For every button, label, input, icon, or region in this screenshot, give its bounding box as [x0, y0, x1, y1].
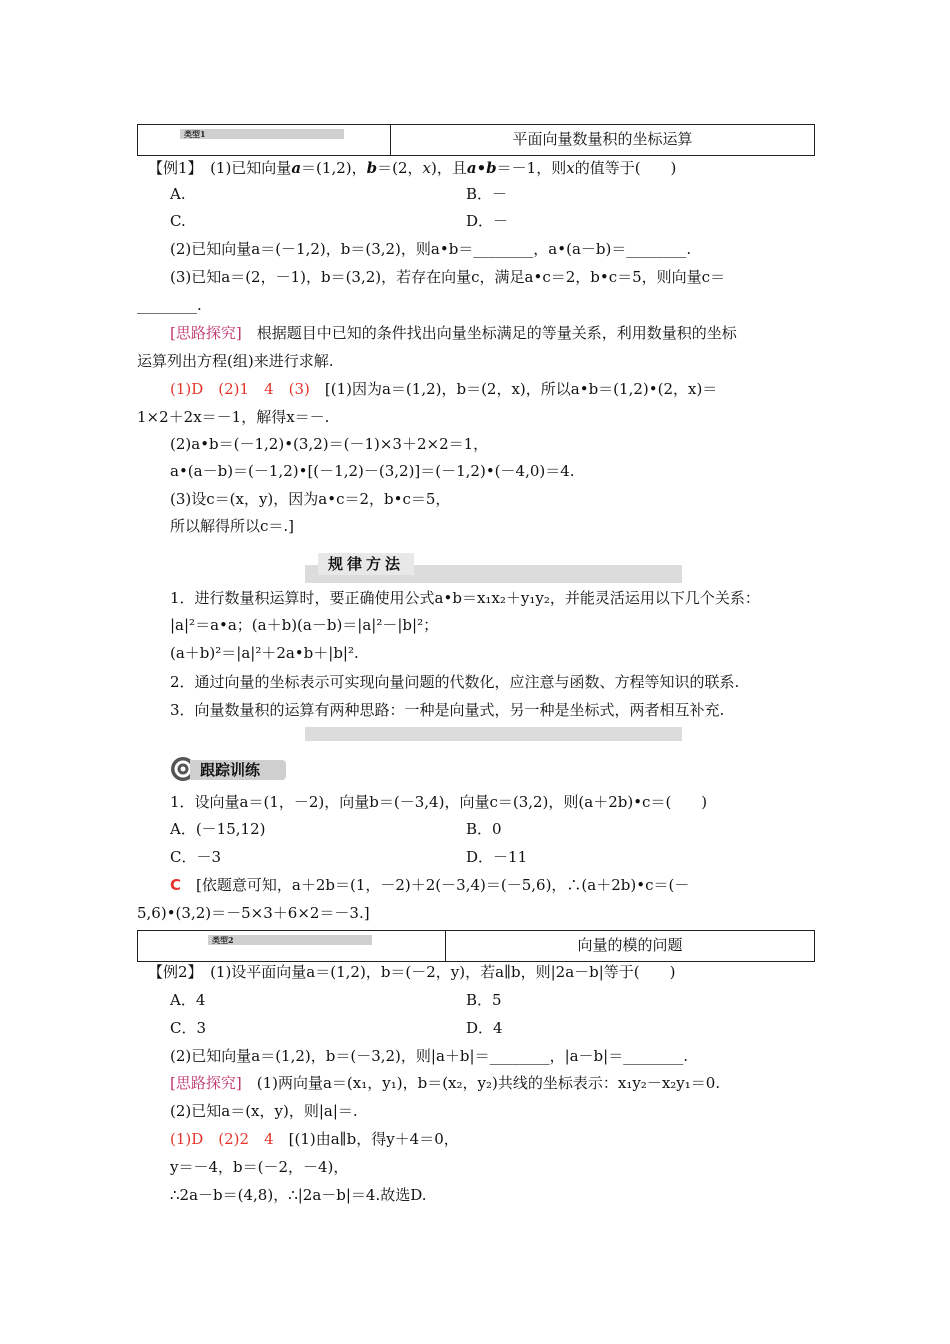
ex1-question3-blank: ________. — [137, 296, 202, 314]
ex1-option-d: D．－ — [466, 212, 509, 230]
method-title: 规律方法 — [318, 553, 414, 575]
track-answer-line2: 5,6)•(3,2)＝－5×3＋6×2＝－3.] — [137, 904, 370, 922]
method-end-banner — [305, 727, 682, 741]
ans2-head: (1)D (2)2 4 — [170, 1130, 274, 1148]
ans2-line1: (1)D (2)2 4 [(1)由a∥b，得y＋4＝0， — [170, 1130, 459, 1148]
ex2-option-b: B．5 — [466, 991, 502, 1009]
ans2-line3: ∴2a－b＝(4,8)，∴|2a－b|＝4.故选D. — [170, 1186, 427, 1204]
track-option-a: A．(－15,12) — [170, 820, 266, 838]
method-line1: 1．进行数量积运算时，要正确使用公式a•b＝x₁x₂＋y₁y₂，并能灵活运用以下几个关系： — [170, 589, 760, 607]
ans1-line5: (3)设c＝(x，y)，因为a•c＝2，b•c＝5， — [170, 490, 451, 508]
type1-tag-cell — [138, 125, 391, 155]
ex1-question1: 【例1】 (1)已知向量a＝(1,2)，b＝(2，x)，且a•b＝－1，则x的值等于( ) — [148, 159, 677, 177]
track-option-d: D．－11 — [466, 848, 528, 866]
type1-header — [137, 124, 815, 156]
track-answer-head: C — [170, 876, 182, 894]
ex1-question3: (3)已知a＝(2，－1)，b＝(3,2)，若存在向量c，满足a•c＝2，b•c＝5，则向量c＝ — [170, 268, 726, 286]
ex1-option-c: C. — [170, 212, 186, 230]
think2-line1: [思路探究] (1)两向量a＝(x₁，y₁)，b＝(x₂，y₂)共线的坐标表示：x₁y₂－x₂y₁＝0. — [170, 1074, 721, 1092]
type2-title: 向量的模的问题 — [577, 936, 683, 954]
ex2-option-d: D．4 — [466, 1019, 503, 1037]
type1-title: 平面向量数量积的坐标运算 — [512, 130, 693, 148]
track-title: 跟踪训练 — [200, 761, 261, 779]
think2-tag: [思路探究] — [170, 1074, 242, 1092]
type1-tag: 类型1 — [180, 129, 344, 139]
track-question: 1．设向量a＝(1，－2)，向量b＝(－3,4)，向量c＝(3,2)，则(a＋2b)•c＝( ) — [170, 793, 708, 811]
ex1-question2: (2)已知向量a＝(－1,2)，b＝(3,2)，则a•b＝________，a•(a－b)＝________. — [170, 240, 692, 258]
track-option-b: B．0 — [466, 820, 502, 838]
method-line5: 3．向量数量积的运算有两种思路：一种是向量式，另一种是坐标式，两者相互补充. — [170, 701, 725, 719]
ans1-line3: (2)a•b＝(－1,2)•(3,2)＝(－1)×3＋2×2＝1， — [170, 435, 489, 453]
type2-tag-cell — [138, 931, 446, 961]
ex2-option-a: A．4 — [170, 991, 206, 1009]
method-line2: |a|²＝a•a；(a＋b)(a－b)＝|a|²－|b|²； — [170, 616, 439, 634]
ans1-line2: 1×2＋2x＝－1，解得x＝－. — [137, 408, 330, 426]
think1-line1: [思路探究] 根据题目中已知的条件找出向量坐标满足的等量关系，利用数量积的坐标 — [170, 324, 737, 342]
method-line3: (a＋b)²＝|a|²＋2a•b＋|b|². — [170, 644, 359, 662]
ex2-question1: 【例2】 (1)设平面向量a＝(1,2)，b＝(－2，y)，若a∥b，则|2a－b|等于( ) — [148, 963, 676, 981]
track-header — [170, 757, 290, 781]
ans2-line2: y＝－4，b＝(－2，－4)， — [170, 1158, 349, 1176]
ex1-option-a: A. — [170, 185, 186, 203]
think1-line2: 运算列出方程(组)来进行求解. — [137, 352, 334, 370]
ex2-option-c: C．3 — [170, 1019, 207, 1037]
think2-line2: (2)已知a＝(x，y)，则|a|＝. — [170, 1102, 358, 1120]
think1-tag: [思路探究] — [170, 324, 242, 342]
ans1-line1: (1)D (2)1 4 (3) [(1)因为a＝(1,2)，b＝(2，x)，所以a•b＝(1,2)•(2，x)＝ — [170, 380, 718, 398]
ans1-line4: a•(a－b)＝(－1,2)•[(－1,2)－(3,2)]＝(－1,2)•(－4,0)＝4. — [170, 462, 575, 480]
ans1-head: (1)D (2)1 4 (3) — [170, 380, 310, 398]
ans1-line6: 所以解得所以c＝.] — [170, 517, 295, 535]
track-answer-line1: C [依题意可知，a＋2b＝(1，－2)＋2(－3,4)＝(－5,6)，∴(a＋2b)•c＝(－ — [170, 876, 690, 894]
ex2-question2: (2)已知向量a＝(1,2)，b＝(－3,2)，则|a＋b|＝________，|a－b|＝________. — [170, 1047, 688, 1065]
method-line4: 2．通过向量的坐标表示可实现向量问题的代数化，应注意与函数、方程等知识的联系. — [170, 673, 740, 691]
type2-header — [137, 930, 815, 962]
ex1-option-b: B．－ — [466, 185, 508, 203]
type2-tag: 类型2 — [208, 935, 372, 945]
track-option-c: C．－3 — [170, 848, 222, 866]
